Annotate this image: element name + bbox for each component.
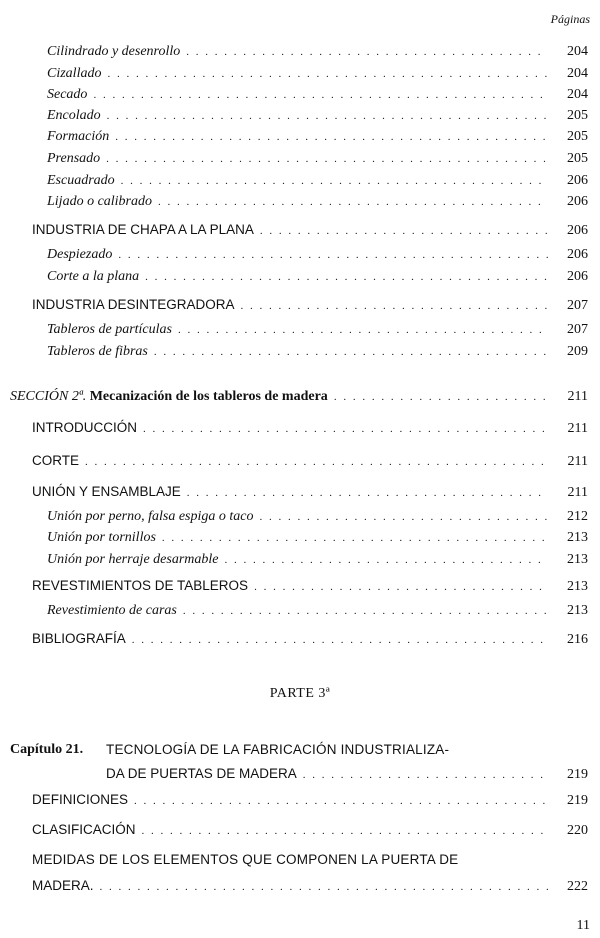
toc-page-number: 206 bbox=[567, 223, 588, 238]
toc-page-number: 216 bbox=[567, 632, 588, 647]
toc-entry-label: Cizallado bbox=[47, 66, 102, 81]
toc-entry-label: Cilindrado y desenrollo bbox=[47, 44, 181, 59]
toc-entry-bibliografia[interactable] bbox=[32, 629, 588, 649]
toc-entry-tableros-fibras[interactable] bbox=[47, 342, 588, 362]
toc-entry-label: Unión por perno, falsa espiga o taco bbox=[47, 509, 254, 524]
toc-page-number: 206 bbox=[567, 247, 588, 262]
toc-entry-despiezado[interactable] bbox=[47, 245, 588, 265]
toc-entry-cizallado[interactable] bbox=[47, 64, 588, 84]
toc-entry-lijado[interactable] bbox=[47, 192, 588, 212]
leader-dots bbox=[225, 550, 549, 570]
toc-entry-label: INDUSTRIA DESINTEGRADORA bbox=[32, 297, 235, 312]
toc-entry-secado[interactable] bbox=[47, 85, 588, 105]
toc-entry-label: Secado bbox=[47, 87, 88, 102]
toc-page-number: 213 bbox=[567, 530, 588, 545]
toc-page-number: 204 bbox=[567, 87, 588, 102]
toc-entry-label: REVESTIMIENTOS DE TABLEROS bbox=[32, 578, 249, 593]
toc-page-number: 205 bbox=[567, 108, 588, 123]
toc-page-number: 209 bbox=[567, 344, 588, 359]
chapter-number: Capítulo 21. bbox=[10, 742, 84, 757]
toc-page-number: 205 bbox=[567, 151, 588, 166]
leader-dots bbox=[132, 630, 548, 650]
leader-dots bbox=[106, 149, 548, 169]
leader-dots bbox=[118, 245, 548, 265]
toc-entry-label: Unión por tornillos bbox=[47, 530, 156, 545]
toc-entry-label: Prensado bbox=[47, 151, 101, 166]
leader-dots bbox=[154, 342, 548, 362]
leader-dots bbox=[162, 528, 548, 548]
toc-entry-label: Tableros de fibras bbox=[47, 344, 148, 359]
leader-dots bbox=[134, 791, 548, 811]
toc-entry-revestimiento-caras[interactable] bbox=[47, 601, 588, 621]
toc-entry-introduccion[interactable] bbox=[32, 418, 588, 438]
toc-entry-label: Unión por herraje desarmable bbox=[47, 552, 219, 567]
leader-dots bbox=[183, 601, 548, 621]
page-number: 11 bbox=[576, 918, 590, 933]
toc-page-number: 222 bbox=[567, 879, 588, 894]
toc-page-number: 211 bbox=[567, 389, 588, 404]
chapter-title: TECNOLOGÍA DE LA FABRICACIÓN INDUSTRIALIZA- bbox=[106, 742, 450, 757]
toc-entry-prensado[interactable] bbox=[47, 149, 588, 169]
leader-dots bbox=[334, 387, 548, 407]
leader-dots bbox=[100, 877, 548, 897]
toc-entry-label: Corte a la plana bbox=[47, 269, 140, 284]
toc-entry-label: Revestimiento de caras bbox=[47, 603, 177, 618]
toc-entry-label: INDUSTRIA DE CHAPA A LA PLANA bbox=[32, 222, 254, 237]
leader-dots bbox=[303, 765, 548, 785]
leader-dots bbox=[121, 171, 548, 191]
toc-entry-seccion-2[interactable] bbox=[10, 387, 588, 407]
toc-page-number: 206 bbox=[567, 269, 588, 284]
pages-column-header: Páginas bbox=[550, 12, 590, 26]
toc-entry-label bbox=[10, 387, 328, 407]
toc-page-number: 204 bbox=[567, 44, 588, 59]
toc-entry-label-continued: MADERA. bbox=[32, 878, 94, 893]
leader-dots bbox=[142, 821, 548, 841]
section-title: Mecanización de los tableros de madera bbox=[89, 389, 328, 404]
toc-page-number: 211 bbox=[567, 454, 588, 469]
leader-dots bbox=[187, 483, 548, 503]
toc-page-number: 220 bbox=[567, 823, 588, 838]
leader-dots bbox=[85, 452, 548, 472]
toc-entry-label: Formación bbox=[47, 129, 110, 144]
part-heading: PARTE 3ª bbox=[269, 686, 331, 701]
toc-entry-medidas[interactable] bbox=[32, 876, 588, 896]
toc-page-number: 207 bbox=[567, 298, 588, 313]
leader-dots bbox=[260, 221, 548, 241]
toc-page-number: 206 bbox=[567, 173, 588, 188]
leader-dots bbox=[145, 267, 548, 287]
toc-entry-clasificacion[interactable] bbox=[32, 820, 588, 840]
toc-entry-cilindrado[interactable] bbox=[47, 42, 588, 62]
toc-entry-label: CORTE bbox=[32, 453, 80, 468]
leader-dots bbox=[107, 106, 548, 126]
toc-page-number: 213 bbox=[567, 603, 588, 618]
chapter-title-continued: DA DE PUERTAS DE MADERA bbox=[106, 766, 297, 781]
leader-dots bbox=[93, 85, 548, 105]
toc-entry-capitulo-21[interactable] bbox=[106, 764, 588, 784]
toc-entry-definiciones[interactable] bbox=[32, 790, 588, 810]
toc-page-number: 212 bbox=[567, 509, 588, 524]
toc-entry-tableros-particulas[interactable] bbox=[47, 320, 588, 340]
leader-dots bbox=[178, 320, 548, 340]
section-number: SECCIÓN 2ª. bbox=[10, 389, 87, 404]
toc-entry-corte-plana[interactable] bbox=[47, 267, 588, 287]
toc-page-number: 206 bbox=[567, 194, 588, 209]
toc-entry-union-perno[interactable] bbox=[47, 507, 588, 527]
toc-entry-encolado[interactable] bbox=[47, 106, 588, 126]
toc-entry-label: UNIÓN Y ENSAMBLAJE bbox=[32, 484, 181, 499]
toc-entry-label: Lijado o calibrado bbox=[47, 194, 153, 209]
toc-entry-industria-chapa[interactable] bbox=[32, 220, 588, 240]
toc-page-number: 219 bbox=[567, 767, 588, 782]
leader-dots bbox=[158, 192, 548, 212]
toc-entry-label: DEFINICIONES bbox=[32, 792, 129, 807]
toc-entry-label: INTRODUCCIÓN bbox=[32, 420, 137, 435]
toc-entry-label: Escuadrado bbox=[47, 173, 115, 188]
toc-page-number: 213 bbox=[567, 579, 588, 594]
toc-entry-revestimientos[interactable] bbox=[32, 576, 588, 596]
toc-entry-escuadrado[interactable] bbox=[47, 171, 588, 191]
toc-entry-formacion[interactable] bbox=[47, 127, 588, 147]
leader-dots bbox=[115, 127, 548, 147]
toc-entry-union-herraje[interactable] bbox=[47, 550, 588, 570]
toc-entry-industria-desintegradora[interactable] bbox=[32, 295, 588, 315]
leader-dots bbox=[254, 577, 548, 597]
toc-entry-label: Encolado bbox=[47, 108, 101, 123]
toc-page-number: 207 bbox=[567, 322, 588, 337]
leader-dots bbox=[260, 507, 549, 527]
leader-dots bbox=[143, 419, 548, 439]
toc-page-number: 213 bbox=[567, 552, 588, 567]
toc-entry-label: Tableros de partículas bbox=[47, 322, 172, 337]
leader-dots bbox=[241, 296, 548, 316]
toc-entry-label: Despiezado bbox=[47, 247, 113, 262]
toc-entry-union-ensamblaje[interactable] bbox=[32, 482, 588, 502]
toc-entry-medidas-title[interactable]: MEDIDAS DE LOS ELEMENTOS QUE COMPONEN LA PUERTA DE bbox=[32, 852, 459, 867]
toc-page-number: 219 bbox=[567, 793, 588, 808]
toc-page-number: 211 bbox=[567, 485, 588, 500]
toc-page-number: 204 bbox=[567, 66, 588, 81]
toc-entry-label: CLASIFICACIÓN bbox=[32, 822, 136, 837]
toc-page-number: 205 bbox=[567, 129, 588, 144]
leader-dots bbox=[186, 42, 548, 62]
toc-entry-union-tornillos[interactable] bbox=[47, 528, 588, 548]
toc-page-number: 211 bbox=[567, 421, 588, 436]
leader-dots bbox=[107, 64, 548, 84]
toc-entry-corte[interactable] bbox=[32, 451, 588, 471]
toc-entry-label: BIBLIOGRAFÍA bbox=[32, 631, 126, 646]
